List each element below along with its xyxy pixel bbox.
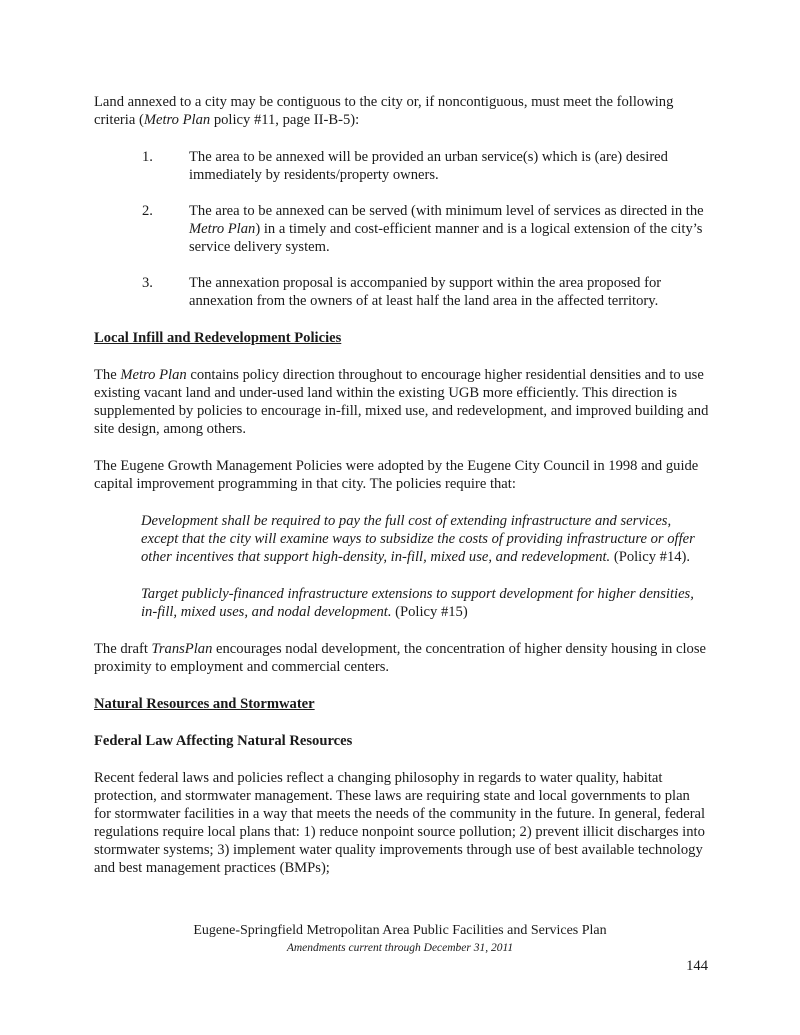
growth-policies-paragraph: The Eugene Growth Management Policies were adopted by the Eugene City Council in 1998 and guide capital improvement programming in that city. The policies require that: [94, 458, 699, 492]
section-heading-infill: Local Infill and Redevelopment Policies [94, 330, 342, 346]
subheading-federal-law: Federal Law Affecting Natural Resources [94, 733, 353, 749]
transplan-paragraph: The draft TransPlan encourages nodal development, the concentration of higher density housing in close proximity to employment and commercial centers. [94, 641, 706, 675]
criteria-text: The area to be annexed will be provided an urban service(s) which is (are) desired immediately by residents/property owners. [189, 149, 668, 183]
policy-14-quote: Development shall be required to pay the full cost of extending infrastructure and services, except that the city will examine ways to subsidize the costs of providing infrastructure or offer other incentives that support high-density, in-fill, mixed use, and redevelopment. (Policy #14). [141, 513, 695, 565]
footer-title: Eugene-Springfield Metropolitan Area Public Facilities and Services Plan [193, 923, 607, 938]
section-heading-natural-resources: Natural Resources and Stormwater [94, 696, 315, 712]
criteria-number: 1. [142, 149, 153, 165]
policy-15-quote: Target publicly-financed infrastructure extensions to support development for higher densities, in-fill, mixed uses, and nodal development. (Policy #15) [141, 586, 694, 620]
intro-paragraph: Land annexed to a city may be contiguous to the city or, if noncontiguous, must meet the following criteria (Metro Plan policy #11, page II-B-5): [94, 94, 674, 128]
criteria-text: The annexation proposal is accompanied by support within the area proposed for annexation from the owners of at least half the land area in the affected territory. [189, 275, 662, 309]
criteria-item [94, 148, 709, 184]
criteria-item [94, 202, 709, 256]
document-body [94, 93, 709, 896]
criteria-item [94, 274, 709, 310]
page-number: 144 [686, 958, 708, 974]
footer-subtitle: Amendments current through December 31, 2011 [286, 942, 514, 954]
criteria-text: The area to be annexed can be served (with minimum level of services as directed in the Metro Plan) in a timely and cost-efficient manner and is a logical extension of the city’s service delivery system. [189, 203, 704, 255]
federal-law-paragraph: Recent federal laws and policies reflect a changing philosophy in regards to water quality, habitat protection, and stormwater management. These laws are requiring state and local governments to plan for stormwater facilities in a way that meets the needs of the community in the future. In general, federal regulations require local plans that: 1) reduce nonpoint source pollution; 2) prevent illicit discharges into stormwater systems; 3) implement water quality improvements through use of best available technology and best management practices (BMPs); [94, 770, 706, 876]
criteria-number: 3. [142, 275, 153, 291]
infill-paragraph: The Metro Plan contains policy direction throughout to encourage higher residential densities and to use existing vacant land and under-used land within the existing UGB more efficiently. This direction is supplemented by policies to encourage in-fill, mixed use, and redevelopment, and improved building and site design, among others. [94, 367, 709, 437]
criteria-number: 2. [142, 203, 153, 219]
